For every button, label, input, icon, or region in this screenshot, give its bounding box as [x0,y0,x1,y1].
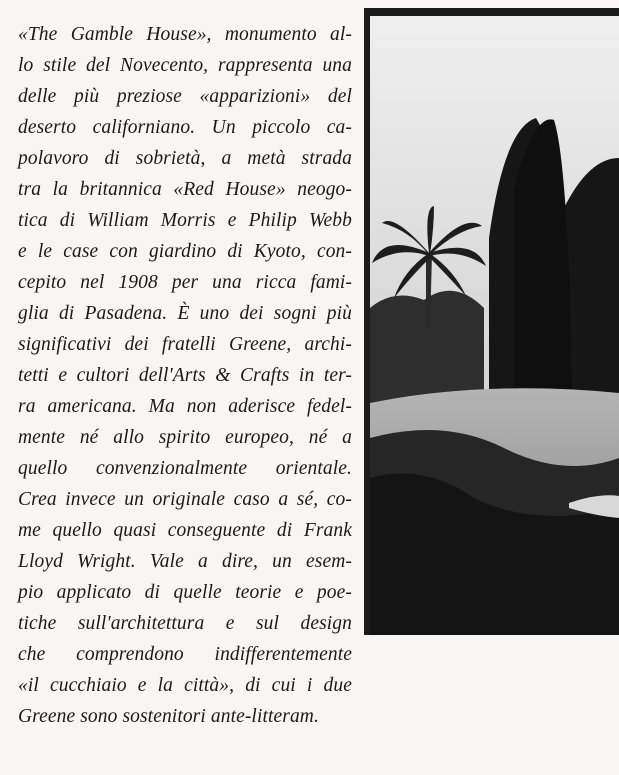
text-line: deserto californiano. Un piccolo ca- [18,117,352,138]
text-line: tiche sull'architettura e sul design [18,613,352,634]
text-line: tica di William Morris e Philip Webb [18,210,352,231]
text-line: tetti e cultori dell'Arts & Crafts in ter- [18,365,352,386]
text-line: e le case con giardino di Kyoto, con- [18,241,352,262]
garden-photo-illustration [364,8,619,635]
text-line: pio applicato di quelle teorie e poe- [18,582,352,603]
text-line: «The Gamble House», monumento al- [18,24,352,45]
text-line: quello convenzionalmente orientale. [18,458,352,479]
text-line: ra americana. Ma non aderisce fedel- [18,396,352,417]
text-line: tra la britannica «Red House» neogo- [18,179,352,200]
text-line: delle più preziose «apparizioni» del [18,86,352,107]
text-line: lo stile del Novecento, rappresenta una [18,55,352,76]
text-line: me quello quasi conseguente di Frank [18,520,352,541]
text-line: glia di Pasadena. È uno dei sogni più [18,303,352,324]
text-line: che comprendono indifferentemente [18,644,352,665]
text-line: «il cucchiaio e la città», di cui i due [18,675,352,696]
text-line: polavoro di sobrietà, a metà strada [18,148,352,169]
text-line: Greene sono sostenitori ante-litteram. [18,706,319,727]
text-line: cepito nel 1908 per una ricca fami- [18,272,352,293]
text-line: significativi dei fratelli Greene, archi- [18,334,352,355]
text-line: Crea invece un originale caso a sé, co- [18,489,352,510]
article-text [18,19,352,732]
text-line: mente né allo spirito europeo, né a [18,427,352,448]
garden-photo [364,8,619,635]
text-line: Lloyd Wright. Vale a dire, un esem- [18,551,352,572]
